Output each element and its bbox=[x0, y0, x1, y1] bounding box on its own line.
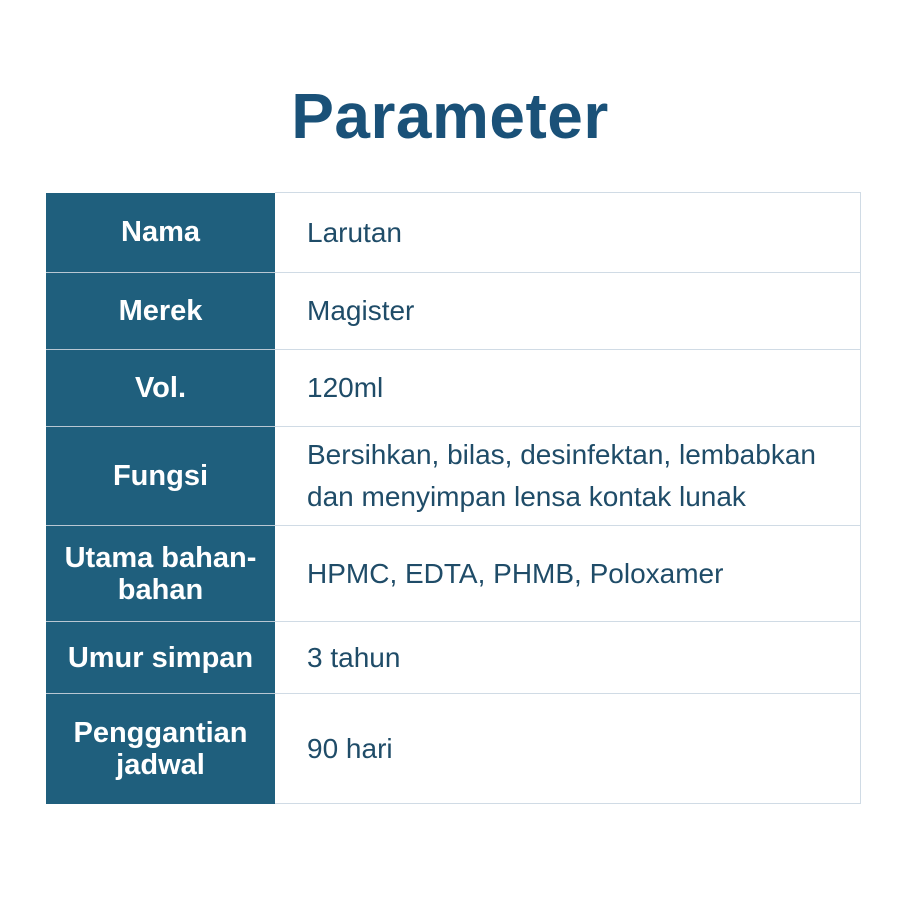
row-value: 90 hari bbox=[275, 694, 861, 804]
table-row bbox=[46, 622, 861, 694]
row-value: Bersihkan, bilas, desinfektan, lembabkan dan menyimpan lensa kontak lunak bbox=[275, 427, 861, 526]
row-value: HPMC, EDTA, PHMB, Poloxamer bbox=[275, 526, 861, 622]
row-label: Fungsi bbox=[46, 427, 275, 526]
row-value: Larutan bbox=[275, 193, 861, 273]
parameter-table bbox=[46, 192, 861, 804]
table-row bbox=[46, 273, 861, 350]
table-row bbox=[46, 694, 861, 804]
row-label: Utama bahan-bahan bbox=[46, 526, 275, 622]
row-value: 120ml bbox=[275, 350, 861, 427]
table-row bbox=[46, 350, 861, 427]
row-label: Merek bbox=[46, 273, 275, 350]
row-label: Nama bbox=[46, 193, 275, 273]
row-label: Umur simpan bbox=[46, 622, 275, 694]
table-row bbox=[46, 193, 861, 273]
row-value: Magister bbox=[275, 273, 861, 350]
row-label: Penggantian jadwal bbox=[46, 694, 275, 804]
row-value: 3 tahun bbox=[275, 622, 861, 694]
table-row bbox=[46, 526, 861, 622]
table-row bbox=[46, 427, 861, 526]
row-label: Vol. bbox=[46, 350, 275, 427]
page-title: Parameter bbox=[291, 80, 609, 152]
